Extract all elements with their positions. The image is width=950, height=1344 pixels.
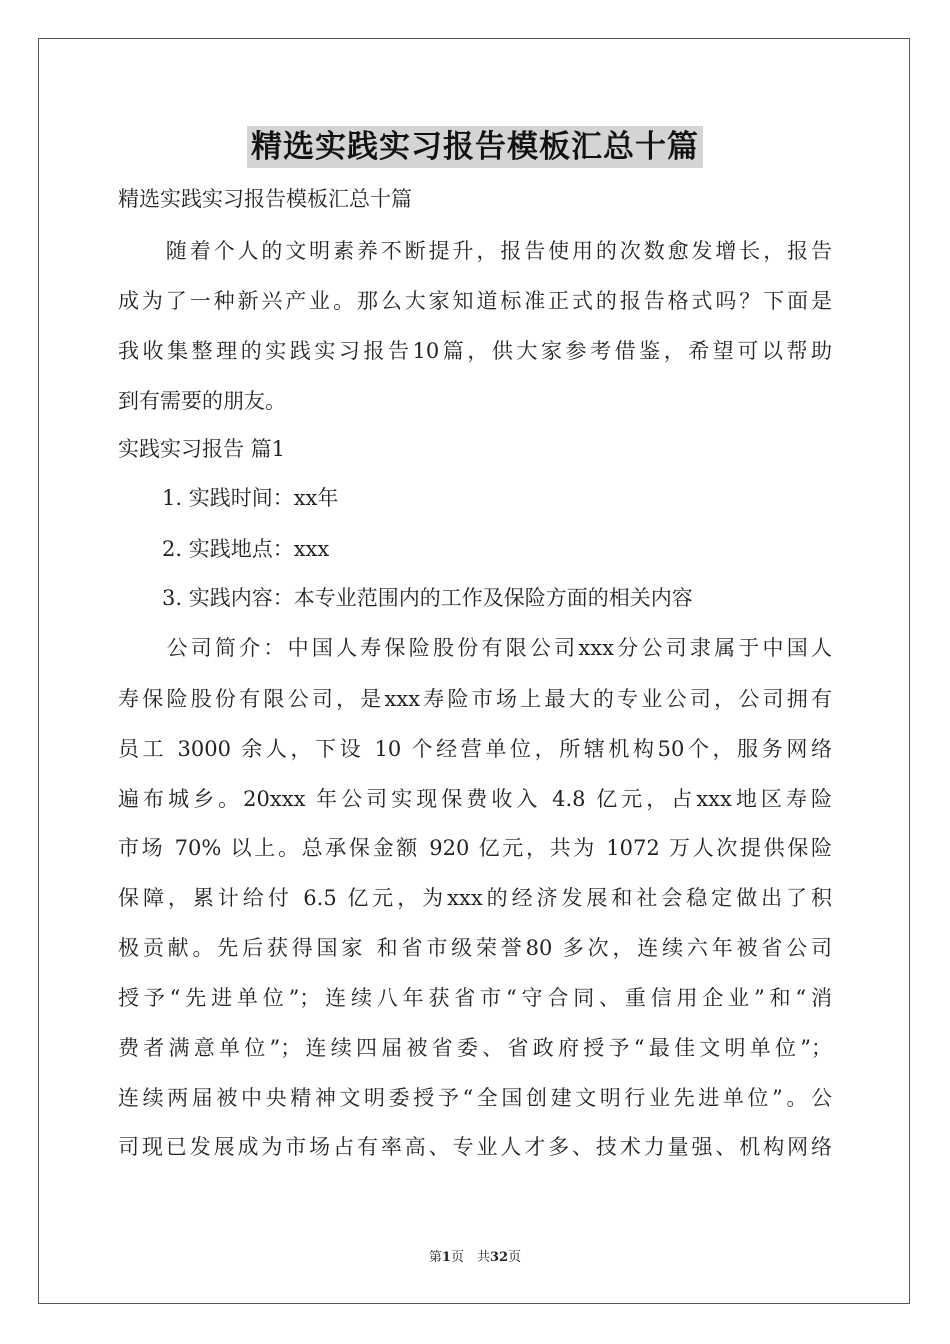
intro-line: 到有需要的朋友。 bbox=[118, 389, 286, 413]
section-heading: 实践实习报告 篇1 bbox=[118, 437, 286, 461]
body-line: 保障，累计给付 6.5 亿元，为xxx的经济发展和社会稳定做出了积 bbox=[118, 886, 832, 910]
body-line: 费者满意单位”；连续四届被省委、省政府授予“最佳文明单位”； bbox=[118, 1036, 832, 1060]
body-line: 市场 70% 以上。总承保金额 920 亿元，共为 1072 万人次提供保险 bbox=[118, 836, 832, 860]
body-line: 授予“先进单位”；连续八年获省市“守合同、重信用企业”和“消 bbox=[118, 986, 832, 1010]
body-line: 公司简介：中国人寿保险股份有限公司xxx分公司隶属于中国人 bbox=[118, 636, 832, 660]
subtitle: 精选实践实习报告模板汇总十篇 bbox=[118, 187, 412, 211]
body-line: 司现已发展成为市场占有率高、专业人才多、技术力量强、机构网络 bbox=[118, 1135, 832, 1159]
body-line: 连续两届被中央精神文明委授予“全国创建文明行业先进单位”。公 bbox=[118, 1086, 832, 1110]
page-number: 1 bbox=[441, 1250, 451, 1265]
list-item: 2. 实践地点：xxx bbox=[162, 537, 330, 561]
body-line: 寿保险股份有限公司，是xxx寿险市场上最大的专业公司，公司拥有 bbox=[118, 687, 832, 711]
list-item: 1. 实践时间：xx年 bbox=[162, 486, 339, 510]
footer-prefix: 第 bbox=[428, 1250, 442, 1265]
intro-line: 我收集整理的实践实习报告10篇，供大家参考借鉴，希望可以帮助 bbox=[118, 339, 832, 363]
page-border bbox=[38, 38, 910, 1304]
document-title: 精选实践实习报告模板汇总十篇 bbox=[247, 126, 703, 168]
footer-suffix: 页 bbox=[508, 1250, 522, 1265]
list-item: 3. 实践内容：本专业范围内的工作及保险方面的相关内容 bbox=[162, 586, 693, 610]
body-line: 极贡献。先后获得国家 和省市级荣誉80 多次，连续六年被省公司 bbox=[118, 936, 832, 960]
page-footer bbox=[0, 1246, 950, 1265]
footer-mid: 页 共 bbox=[450, 1250, 490, 1265]
body-line: 遍布城乡。20xxx 年公司实现保费收入 4.8 亿元，占xxx地区寿险 bbox=[118, 787, 832, 811]
intro-line: 成为了一种新兴产业。那么大家知道标准正式的报告格式吗？下面是 bbox=[118, 289, 832, 313]
body-line: 员工 3000 余人，下设 10 个经营单位，所辖机构50个，服务网络 bbox=[118, 737, 832, 761]
intro-line: 随着个人的文明素养不断提升，报告使用的次数愈发增长，报告 bbox=[118, 239, 832, 263]
total-pages: 32 bbox=[489, 1250, 509, 1265]
title-wrap bbox=[0, 126, 950, 168]
